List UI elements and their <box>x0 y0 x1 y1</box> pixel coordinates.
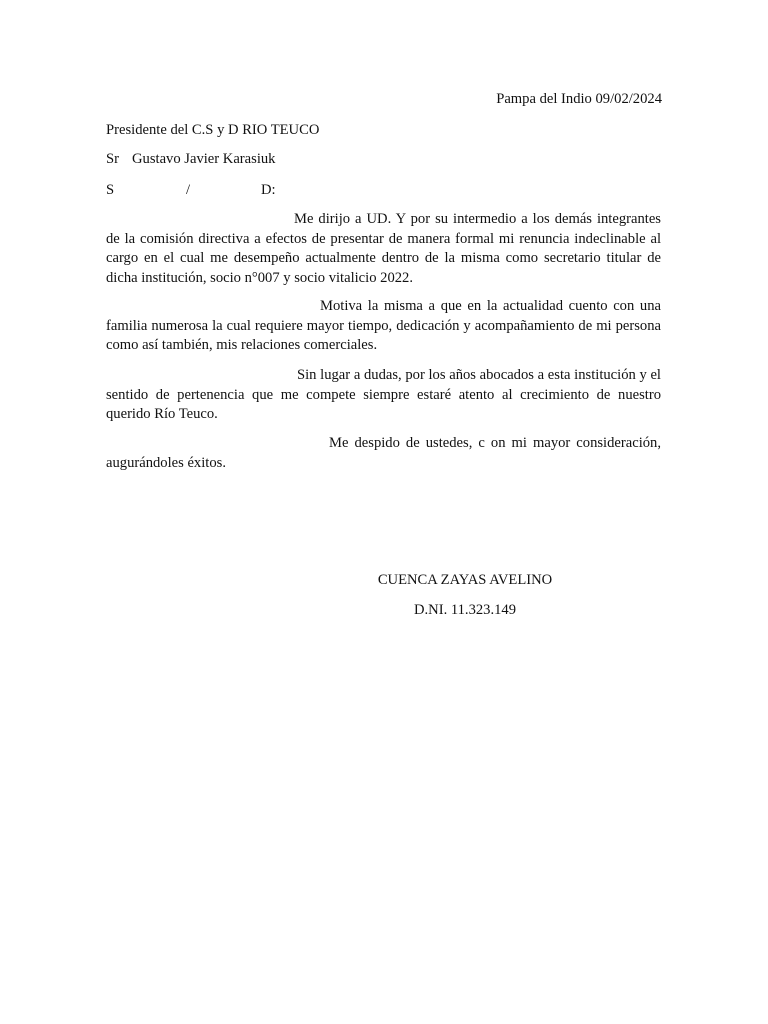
paragraph-resignation: Me dirijo a UD. Y por su intermedio a los demás integrantes de la comisión directiva a efectos de presentar de manera formal mi renuncia indeclinable al cargo en el cual me desempeño actualmente dentro de la misma como secretario titular de dicha institución, socio n°007 y socio vitalicio 2022. <box>106 211 661 286</box>
paragraph-belonging: Sin lugar a dudas, por los años abocados a esta institución y el sentido de pertenencia que me compete siempre estaré atento al crecimiento de nuestro querido Río Teuco. <box>106 367 661 422</box>
paragraph-farewell: Me despido de ustedes, c on mi mayor consideración, augurándoles éxitos. <box>106 435 661 471</box>
recipient-name-line <box>106 150 275 170</box>
recipient-title: Sr <box>106 151 119 167</box>
place-date: Pampa del Indio 09/02/2024 <box>496 91 662 107</box>
salutation-d: D: <box>261 182 276 198</box>
recipient-position: Presidente del C.S y D RIO TEUCO <box>106 122 320 138</box>
paragraph-reason: Motiva la misma a que en la actualidad cuento con una familia numerosa la cual requiere mayor tiempo, dedicación y acompañamiento de mi persona como así también, mis relaciones comerciales. <box>106 298 661 353</box>
salutation-slash: / <box>186 182 191 198</box>
salutation-s: S <box>106 182 115 198</box>
recipient-name: Gustavo Javier Karasiuk <box>132 151 276 167</box>
signature-dni: D.NI. 11.323.149 <box>413 602 516 618</box>
salutation <box>106 181 306 201</box>
signature-name: CUENCA ZAYAS AVELINO <box>377 572 553 588</box>
